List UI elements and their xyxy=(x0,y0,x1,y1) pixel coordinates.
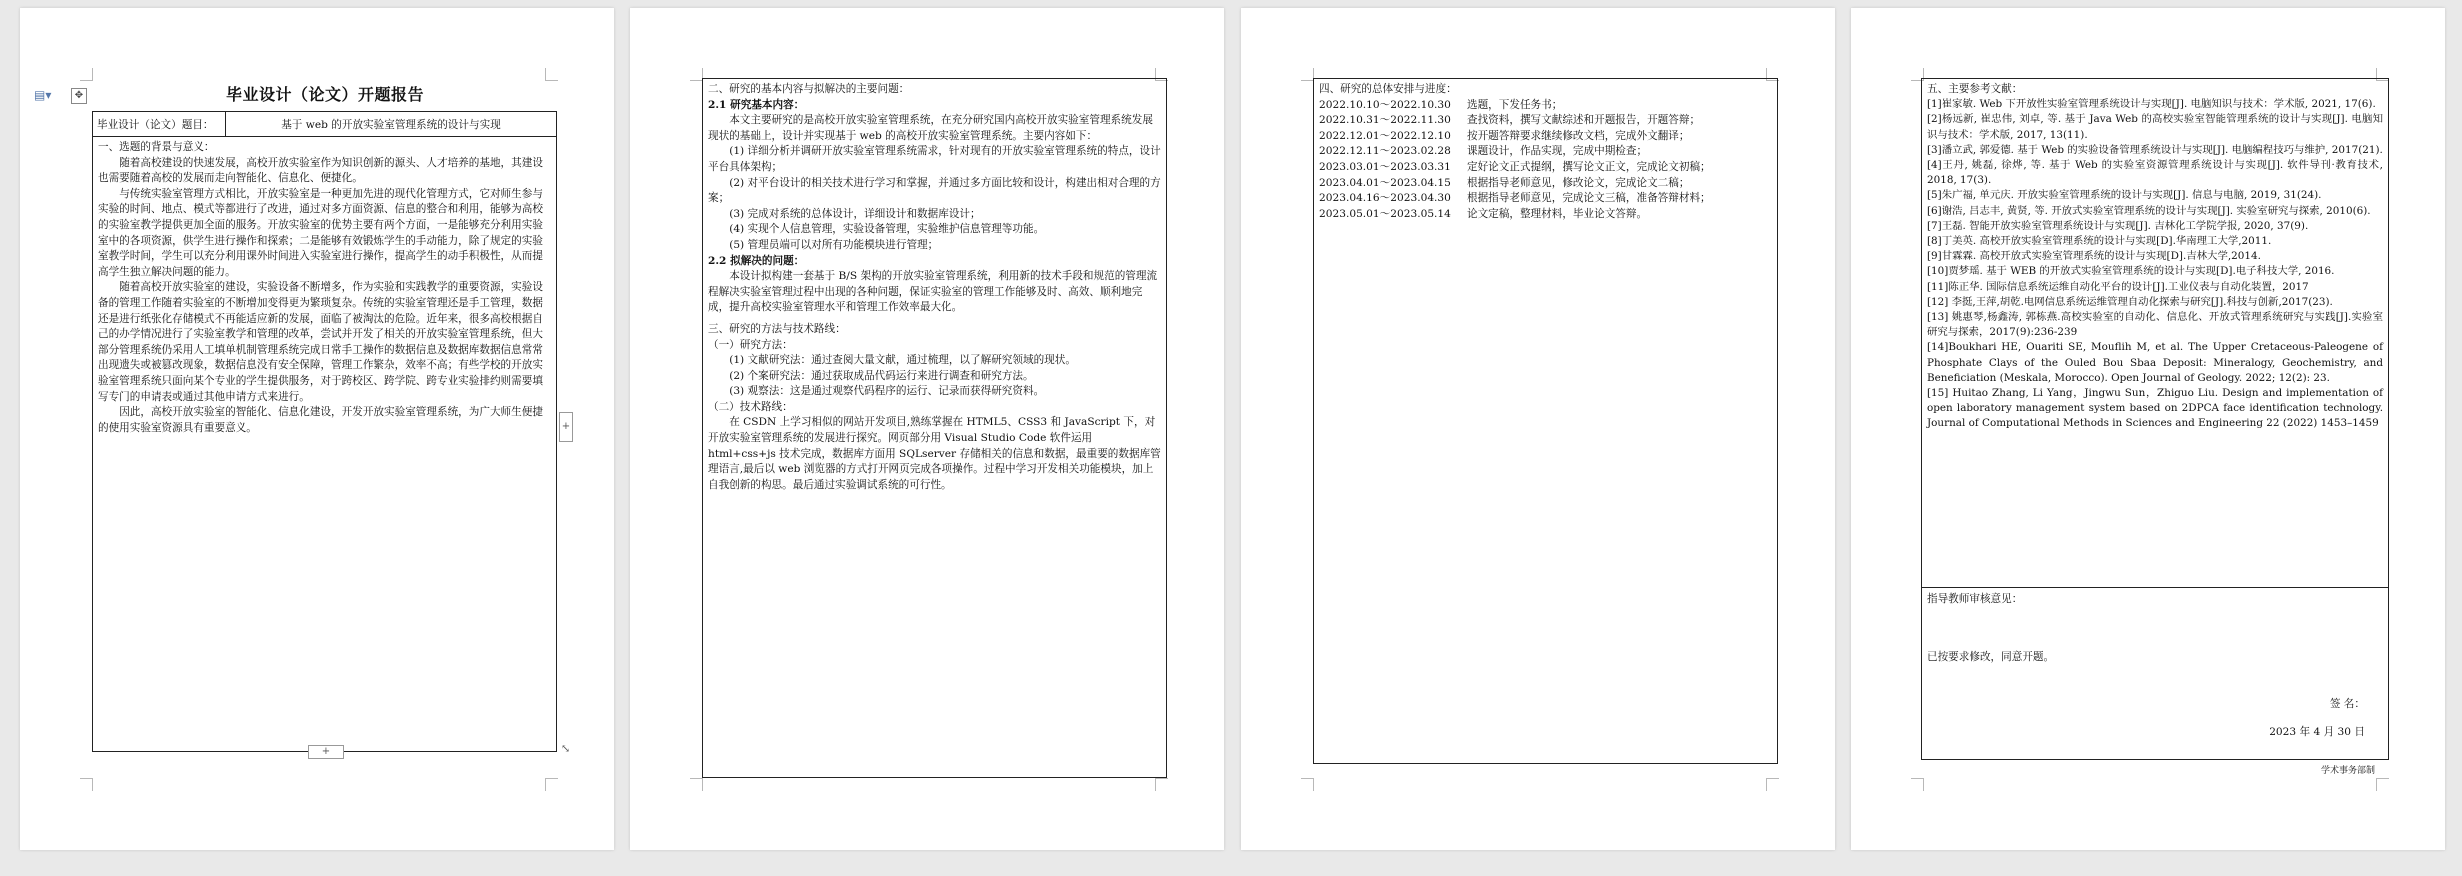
margin-mark xyxy=(1766,778,1779,791)
margin-mark xyxy=(1155,778,1168,791)
paragraph: 在 CSDN 上学习相似的网站开发项目,熟练掌握在 HTML5、CSS3 和 JavaScript 下，对开放实验室管理系统的发展进行探究。网页部分用 Visual Studio Code 软件运用 html+css+js 技术完成，数据库方面用 SQLserver 存储相关的信息和数据，最重要的数据库管理语言,最后以 web 浏览器的方式打开网页完成各项操作。过程中学习开发相关功能模块，加上自我创新的构思。最后通过实验调试系统的可行性。 xyxy=(708,416,1161,491)
paragraph: 与传统实验室管理方式相比，开放实验室是一种更加先进的现代化管理方式，它对师生参与实验的时间、地点、模式等都进行了改进，通过对多方面资源、信息的整合和利用，能够为高校的实验室教学提供更加全面的服务。开放实验室的优势主要有两个方面，一是能够充分利用实验室中的各项资源，供学生进行操作和探索；二是能够有效锻炼学生的手动能力，除了规定的实验室教学时间，学生可以充分利用课外时间进入实验室进行操作，提高学生的动手积极性，从而提高学生独立解决问题的能力。 xyxy=(98,187,543,278)
section-heading: 二、研究的基本内容与拟解决的主要问题： xyxy=(708,83,910,95)
schedule-date: 2022.10.31～2022.11.30 xyxy=(1319,114,1451,127)
margin-mark xyxy=(545,68,558,81)
page-4 xyxy=(1851,8,2445,850)
schedule-row xyxy=(1319,129,1772,145)
page-2 xyxy=(630,8,1224,850)
reference-item: [6]谢浩, 吕志丰, 黄贤, 等. 开放式实验室管理系统的设计与实现[J]. 实验室研究与探索, 2010(6). xyxy=(1927,204,2371,217)
schedule-date: 2023.05.01～2023.05.14 xyxy=(1319,207,1451,220)
list-item: (3) 完成对系统的总体设计，详细设计和数据库设计； xyxy=(729,207,981,220)
schedule-task: 论文定稿，整理材料，毕业论文答辩。 xyxy=(1467,207,1648,220)
page-title: 毕业设计（论文）开题报告 xyxy=(225,85,424,104)
subheading: （一）研究方法： xyxy=(708,338,793,351)
margin-mark xyxy=(2376,778,2389,791)
advisor-opinion-section[interactable] xyxy=(1921,587,2389,760)
add-row-button[interactable]: + xyxy=(308,745,344,759)
schedule-row xyxy=(1319,207,1772,223)
reference-item: [3]潘立武, 郭爱德. 基于 Web 的实验设备管理系统设计与实现[J]. 电脑编程技巧与维护, 2017(21). xyxy=(1927,143,2383,156)
document-icon[interactable]: ▤▾ xyxy=(34,88,52,102)
schedule-row xyxy=(1319,98,1772,114)
schedule-row xyxy=(1319,176,1772,192)
page-1 xyxy=(20,8,614,850)
references-section[interactable] xyxy=(1921,78,2389,588)
list-item: (4) 实现个人信息管理，实验设备管理，实验维护信息管理等功能。 xyxy=(729,223,1045,236)
schedule-task: 根据指导老师意见，修改论文，完成论文二稿； xyxy=(1467,176,1690,189)
reference-item: [11]陈正华. 国际信息系统运维自动化平台的设计[J].工业仪表与自动化装置，2017 xyxy=(1927,280,2309,293)
reference-item: [9]甘霖霖. 高校开放式实验室管理系统的设计与实现[D].吉林大学,2014. xyxy=(1927,250,2261,263)
signature-date: 2023 年 4 月 30 日 xyxy=(2269,725,2365,738)
reference-item: [7]王磊. 智能开放实验室管理系统设计与实现[J]. 吉林化工学院学报, 2020, 37(9). xyxy=(1927,219,2309,232)
list-item: (1) 文献研究法：通过查阅大量文献，通过梳理，以了解研究领域的现状。 xyxy=(729,354,1076,367)
schedule-date: 2022.12.01～2022.12.10 xyxy=(1319,129,1451,142)
reference-item: [14]Boukhari HE, Ouariti SE, Mouflih M, et al. The Upper Cretaceous-Paleogene of Phosphate Clays of the Ouled Bou Sbaa Deposit: Mineralogy, Geochemistry, and Beneficiation (Meskala, Morocco). Open Journal of Geology. 2022; 12(2): 23. xyxy=(1927,341,2383,384)
footer-note: 学术事务部制 xyxy=(2321,766,2376,776)
list-item: (2) 对平台设计的相关技术进行学习和掌握，并通过多方面比较和设计，构建出相对合理的方案； xyxy=(708,176,1161,205)
margin-mark xyxy=(1911,778,1924,791)
paragraph: 因此，高校开放实验室的智能化、信息化建设，开发开放实验室管理系统，为广大师生便捷的使用实验室资源具有重要意义。 xyxy=(98,406,543,434)
schedule-task: 选题，下发任务书； xyxy=(1467,98,1563,111)
section-heading: 四、研究的总体安排与进度： xyxy=(1319,83,1457,95)
section-heading: 五、主要参考文献： xyxy=(1927,83,2023,95)
schedule-row xyxy=(1319,191,1772,207)
schedule-row xyxy=(1319,113,1772,129)
section-heading: 指导教师审核意见： xyxy=(1927,593,2023,605)
list-item: (3) 观察法：这是通过观察代码程序的运行、记录而获得研究资料。 xyxy=(729,385,1045,398)
reference-item: [8]丁美英. 高校开放实验室管理系统的设计与实现[D].华南理工大学,2011. xyxy=(1927,235,2272,248)
research-content-section[interactable] xyxy=(702,78,1167,778)
section-heading: 三、研究的方法与技术路线： xyxy=(708,322,846,335)
page-3 xyxy=(1241,8,1835,850)
topic-value[interactable]: 基于 web 的开放实验室管理系统的设计与实现 xyxy=(281,118,501,131)
add-column-button[interactable]: + xyxy=(559,412,573,442)
schedule-task: 定好论文正式提纲，撰写论文正文，完成论文初稿； xyxy=(1467,160,1711,173)
paragraph: 本设计拟构建一套基于 B/S 架构的开放实验室管理系统，利用新的技术手段和规范的管理流程解决实验室管理过程中出现的各种问题，保证实验室的管理工作能够及时、高效、顺利地完成，提升高校实验室管理水平和管理工作效率最大化。 xyxy=(708,270,1158,314)
subheading: 2.2 拟解决的问题： xyxy=(708,254,805,267)
subheading: 2.1 研究基本内容： xyxy=(708,98,805,111)
schedule-date: 2022.10.10～2022.10.30 xyxy=(1319,98,1451,111)
schedule-task: 根据指导老师意见，完成论文三稿，准备答辩材料； xyxy=(1467,192,1711,205)
paragraph: 本文主要研究的是高校开放实验室管理系统，在充分研究国内高校开放实验室管理系统发展现状的基础上，设计并实现基于 web 的高校开放实验室管理系统。主要内容如下： xyxy=(708,114,1153,142)
list-item: (2) 个案研究法：通过获取成品代码运行来进行调查和研究方法。 xyxy=(729,369,1034,382)
schedule-date: 2023.04.16～2023.04.30 xyxy=(1319,192,1451,205)
reference-item: [2]杨远新, 崔忠伟, 刘卓, 等. 基于 Java Web 的高校实验室智能管理系统的设计与实现[J]. 电脑知识与技术：学术版, 2017, 13(11). xyxy=(1927,113,2383,141)
table-move-handle-icon[interactable]: ✥ xyxy=(71,88,87,104)
schedule-row xyxy=(1319,144,1772,160)
paragraph: 随着高校开放实验室的建设，实验设备不断增多，作为实验和实践教学的重要资源，实验设备的管理工作随着实验室的不断增加变得更为繁琐复杂。传统的实验室管理还是手工管理，数据还是进行纸张化存储模式不再能适应新的发展，面临了被淘汰的危险。近年来，很多高校根据自己的办学情况进行了实验室教学和管理的改革，尝试并开发了相关的开放实验室管理系统，但大部分管理系统仍采用人工填单机制管理系统完成日常手工操作的数据信息及数据库数据信息常常出现遗失或被篡改现象，数据信息没有安全保障，管理工作繁杂，效率不高；有些学校的开放实验室管理系统只面向某个专业的学生提供服务，对于跨校区、跨学院、跨专业实验排约则需要填写专门的申请表或通过其他申请方式来进行。 xyxy=(98,281,543,403)
schedule-date: 2023.04.01～2023.04.15 xyxy=(1319,176,1451,189)
reference-item: [4]王丹, 姚磊, 徐烨, 等. 基于 Web 的实验室资源管理系统设计与实现[J]. 软件导刊·教育技术, 2018, 17(3). xyxy=(1927,159,2383,187)
schedule-task: 课题设计，作品实现，完成中期检查； xyxy=(1467,145,1648,158)
schedule-section[interactable] xyxy=(1313,78,1778,764)
schedule-row xyxy=(1319,160,1772,176)
list-item: (5) 管理员端可以对所有功能模块进行管理； xyxy=(729,238,939,251)
subheading: （二）技术路线： xyxy=(708,400,793,413)
reference-item: [10]贾梦瑶. 基于 WEB 的开放式实验室管理系统的设计与实现[D].电子科技大学, 2016. xyxy=(1927,265,2335,278)
reference-item: [15] Huitao Zhang, Li Yang，Jingwu Sun，Zhiguo Liu. Design and implementation of open laboratory management system based on 2DPCA face identification technology. Journal of Computational Methods in Sciences and Engineering 22 (2022) 1453–1459 xyxy=(1927,387,2383,430)
margin-mark xyxy=(690,778,703,791)
reference-item: [12] 李挺,王萍,胡乾.电网信息系统运维管理自动化探索与研究[J].科技与创新,2017(23). xyxy=(1927,295,2333,308)
reference-item: [1]崔家敏. Web 下开放性实验室管理系统设计与实现[J]. 电脑知识与技术：学术版, 2021, 17(6). xyxy=(1927,98,2376,111)
advisor-opinion: 已按要求修改，同意开题。 xyxy=(1927,650,2055,663)
margin-mark xyxy=(545,778,558,791)
topic-row xyxy=(92,111,557,137)
schedule-task: 按开题答辩要求继续修改文档，完成外文翻译； xyxy=(1467,129,1690,142)
reference-item: [5]朱广福, 单元庆. 开放实验室管理系统的设计与实现[J]. 信息与电脑, 2019, 31(24). xyxy=(1927,189,2322,202)
schedule-task: 查找资料，撰写文献综述和开题报告，开题答辩； xyxy=(1467,114,1701,127)
paragraph: 随着高校建设的快速发展，高校开放实验室作为知识创新的源头、人才培养的基地，其建设也需要随着高校的发展而走向智能化、信息化、便捷化。 xyxy=(98,156,543,185)
margin-mark xyxy=(80,68,93,81)
margin-mark xyxy=(1301,778,1314,791)
section-heading: 一、选题的背景与意义： xyxy=(98,141,215,153)
reference-item: [13] 姚惠琴,杨鑫涛, 郭栋燕.高校实验室的自动化、信息化、开放式管理系统研究与实践[J].实验室研究与探索，2017(9):236-239 xyxy=(1927,311,2383,339)
schedule-date: 2023.03.01～2023.03.31 xyxy=(1319,160,1451,173)
signature-label: 签 名： xyxy=(2329,698,2365,711)
margin-mark xyxy=(80,778,93,791)
background-section[interactable] xyxy=(92,136,557,752)
schedule-date: 2022.12.11～2023.02.28 xyxy=(1319,145,1451,158)
topic-label: 毕业设计（论文）题目： xyxy=(93,112,226,136)
table-resize-handle-icon[interactable]: ⤡ xyxy=(561,742,571,755)
list-item: (1) 详细分析并调研开放实验室管理系统需求，针对现有的开放实验室管理系统的特点，设计平台具体架构； xyxy=(708,145,1161,173)
